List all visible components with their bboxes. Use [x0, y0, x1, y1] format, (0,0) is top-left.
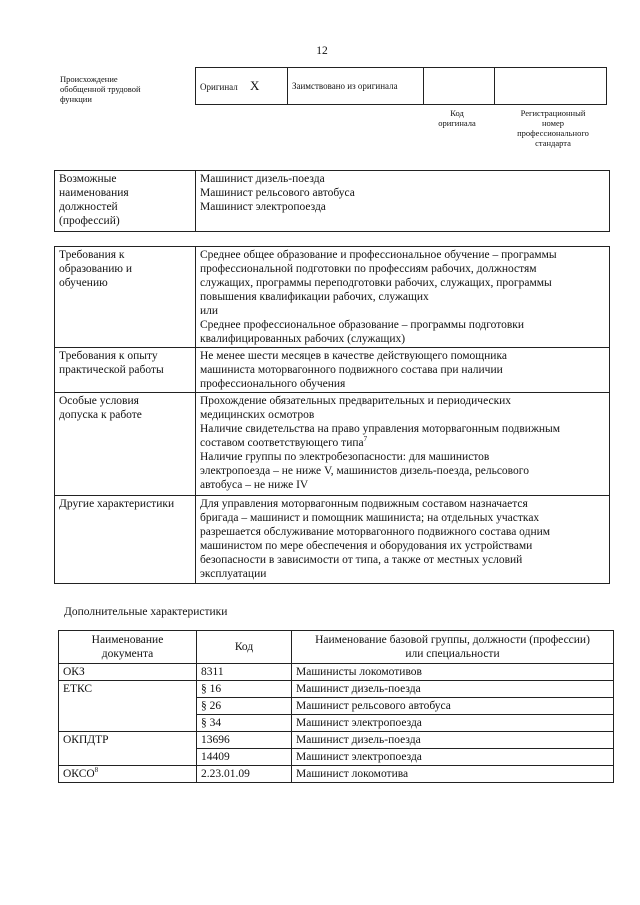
positions-list	[196, 171, 610, 232]
row-name: Машинист электропоезда	[292, 715, 614, 732]
table-row	[59, 766, 614, 783]
origin-label: Происхождение обобщенной трудовой функции	[60, 74, 141, 104]
origin-reg-cell	[494, 68, 606, 105]
row-name: Машинист дизель-поезда	[292, 732, 614, 749]
row-code: § 16	[197, 681, 292, 698]
position-item: Машинист рельсового автобуса	[200, 187, 355, 199]
footnote-mark: 8	[94, 766, 99, 775]
row-code: 13696	[197, 732, 292, 749]
origin-original-cell	[196, 68, 288, 105]
requirement-label: Другие характеристики	[55, 496, 196, 584]
header-doc: Наименование документа	[59, 631, 197, 664]
requirement-text: Среднее общее образование и профессиональное обучение – программы профессиональной подготовки по профессиям рабочих, должностям служащих, программы переподготовки рабочих, служащих, программы повышения квалификации рабочих, служащих или Среднее профессиональное образование – программы подготовки квалифицированных рабочих (служащих)	[196, 247, 610, 348]
requirement-text: Прохождение обязательных предварительных и периодических медицинских осмотров Наличие свидетельства на право управления моторвагонным подвижным составом соответствующего типа$^7$ Наличие группы по электробезопасности: для машинистов электропоезда – не ниже V, машинистов дизель-поезда, рельсового автобуса – не ниже IV	[196, 393, 610, 496]
additional-table	[58, 630, 614, 783]
origin-original-label: Оригинал	[200, 81, 238, 92]
origin-borrowed-label: Заимствовано из оригинала	[291, 81, 398, 91]
origin-reg-caption: Регистрационный номер профессионального стандарта	[517, 108, 589, 148]
requirement-text: Для управления моторвагонным подвижным составом назначается бригада – машинист и помощник машиниста; на отдельных участках разрешается обслуживание моторвагонного подвижного состава одним машинистом по мере обеспечения и оборудования их устройствами безопасности в зависимости от типа, а также от местных условий эксплуатации	[196, 496, 610, 584]
origin-table	[195, 67, 607, 105]
row-name: Машинист дизель-поезда	[292, 681, 614, 698]
requirement-text: Не менее шести месяцев в качестве действующего помощника машиниста моторвагонного подвижного состава при наличии профессионального обучения	[196, 348, 610, 393]
row-name: Машинист локомотива	[292, 766, 614, 783]
row-doc: ОКСО$^8$	[59, 766, 197, 783]
table-row	[59, 749, 614, 766]
requirements-table	[54, 246, 610, 584]
origin-original-mark: X	[249, 77, 260, 93]
footnote-mark: 7	[363, 435, 368, 444]
header-name: Наименование базовой группы, должности (профессии) или специальности	[292, 631, 614, 664]
row-code: 2.23.01.09	[197, 766, 292, 783]
table-row	[59, 732, 614, 749]
table-row	[59, 698, 614, 715]
row-doc	[59, 749, 197, 766]
row-code: § 26	[197, 698, 292, 715]
header-code: Код	[197, 631, 292, 664]
requirement-row-education	[55, 247, 610, 348]
table-row	[59, 715, 614, 732]
row-doc: ОКПДТР	[59, 732, 197, 749]
additional-header-row	[59, 631, 614, 664]
origin-borrowed-cell	[287, 68, 423, 105]
row-code: 14409	[197, 749, 292, 766]
row-name: Машинист рельсового автобуса	[292, 698, 614, 715]
position-item: Машинист дизель-поезда	[200, 173, 325, 185]
additional-title: Дополнительные характеристики	[64, 606, 228, 618]
requirement-label: Особые условия допуска к работе	[55, 393, 196, 496]
positions-label: Возможные наименования должностей (профессий)	[55, 171, 196, 232]
row-doc	[59, 698, 197, 715]
requirement-row-experience	[55, 348, 610, 393]
row-doc: ОКЗ	[59, 664, 197, 681]
table-row	[59, 664, 614, 681]
row-doc	[59, 715, 197, 732]
page-number: 12	[316, 45, 328, 57]
row-name: Машинист электропоезда	[292, 749, 614, 766]
positions-table	[54, 170, 610, 232]
requirement-row-other	[55, 496, 610, 584]
origin-code-caption: Код оригинала	[438, 108, 476, 128]
row-name: Машинисты локомотивов	[292, 664, 614, 681]
row-code: § 34	[197, 715, 292, 732]
requirement-row-special-conditions	[55, 393, 610, 496]
position-item: Машинист электропоезда	[200, 201, 326, 213]
table-row	[59, 681, 614, 698]
requirement-label: Требования к образованию и обучению	[55, 247, 196, 348]
row-doc: ЕТКС	[59, 681, 197, 698]
row-code: 8311	[197, 664, 292, 681]
requirement-label: Требования к опыту практической работы	[55, 348, 196, 393]
origin-code-cell	[424, 68, 495, 105]
